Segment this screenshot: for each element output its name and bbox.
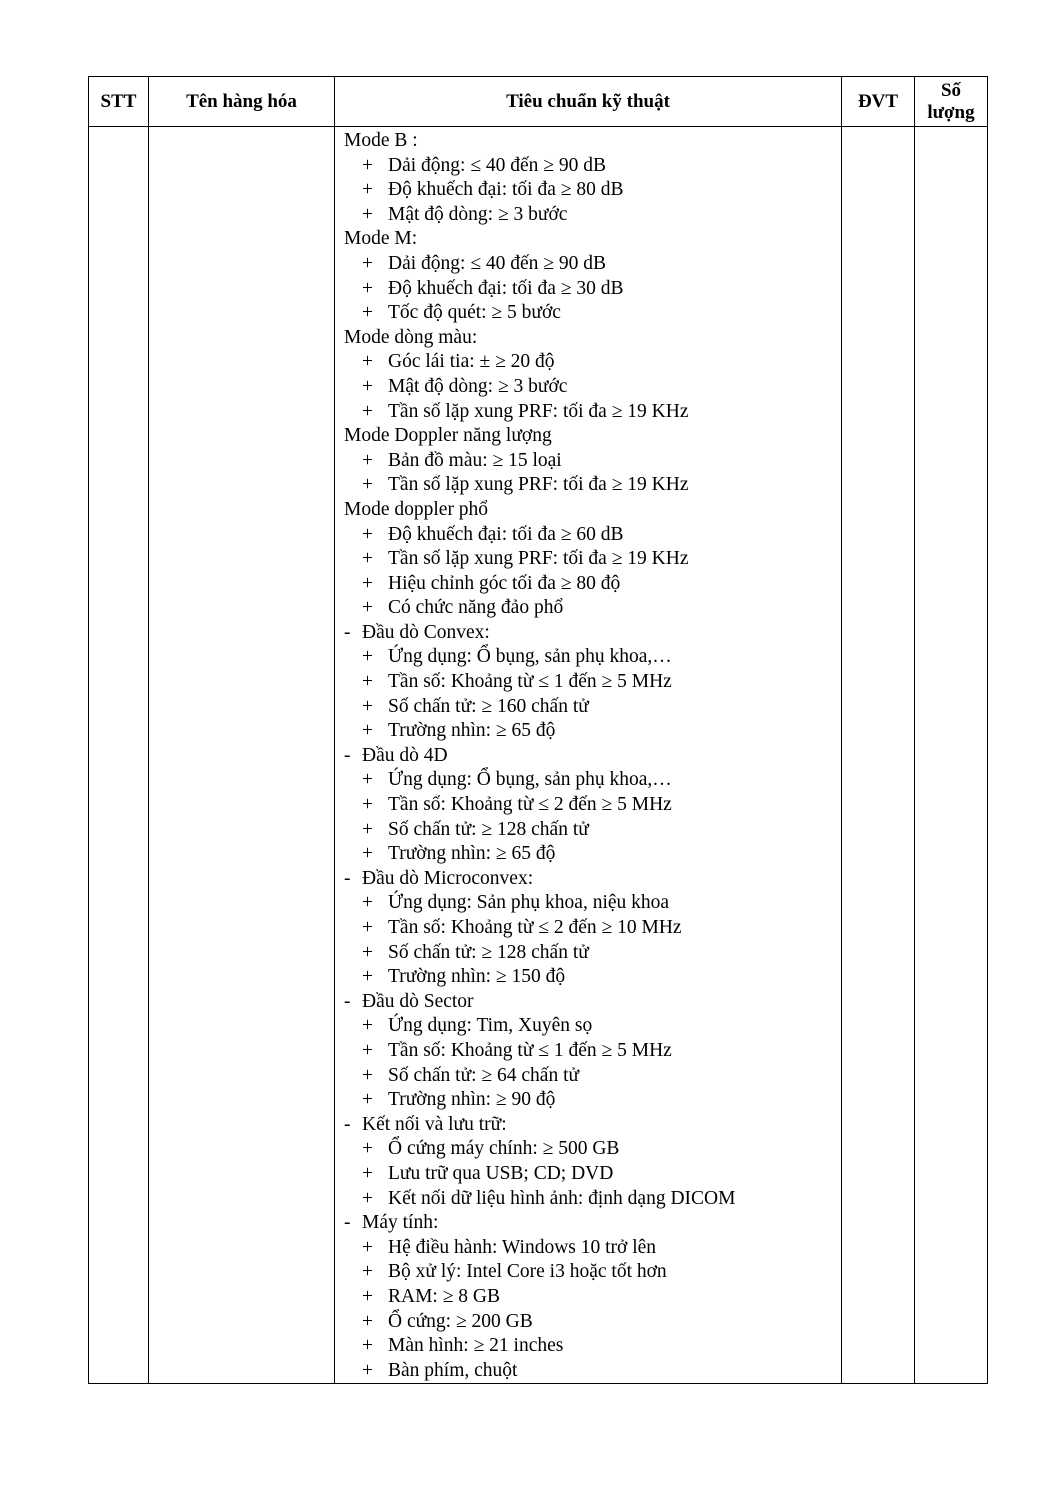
cell-stt [89,127,149,1384]
plus-bullet: + [362,917,373,938]
spec-line-text: Số chấn tử: ≥ 64 chấn tử [388,1064,580,1086]
plus-bullet: + [362,671,373,693]
spec-line-text: Mode dòng màu: [344,326,478,348]
spec-line [344,990,841,1015]
spec-line-text: Mode B : [344,130,418,151]
spec-line-text: Hiệu chỉnh góc tối đa ≥ 80 độ [388,572,621,594]
plus-bullet: + [362,1138,373,1160]
spec-line [344,793,841,818]
spec-line [344,1162,841,1187]
spec-line [344,1137,841,1162]
plus-bullet: + [362,597,373,619]
spec-line-text: Tần số lặp xung PRF: tối đa ≥ 19 KHz [388,400,689,422]
plus-bullet: + [362,769,373,791]
spec-line [344,645,841,670]
spec-line [344,252,841,277]
spec-line-text: Máy tính: [362,1212,439,1234]
spec-line [344,498,841,523]
spec-line [344,178,841,203]
header-row [89,77,988,127]
plus-bullet: + [362,1310,373,1332]
spec-line-text: Đầu dò 4D [362,744,448,766]
spec-line-text: Dải động: ≤ 40 đến ≥ 90 dB [388,252,607,274]
spec-line [344,842,841,867]
cell-unit [842,127,915,1384]
dash-bullet: - [344,1212,351,1234]
plus-bullet: + [362,203,373,225]
spec-line-text: Đầu dò Convex: [362,621,490,643]
plus-bullet: + [362,818,373,840]
plus-bullet: + [362,720,373,742]
spec-line [344,621,841,646]
spec-line-text: Bàn phím, chuột [388,1359,518,1381]
spec-line-text: Kết nối và lưu trữ: [362,1113,507,1135]
spec-line-text: Trường nhìn: ≥ 65 độ [388,843,556,865]
spec-line-text: Mode doppler phổ [344,498,489,520]
plus-bullet: + [362,523,373,545]
plus-bullet: + [362,966,373,988]
spec-line-text: RAM: ≥ 8 GB [388,1285,501,1307]
plus-bullet: + [362,474,373,496]
plus-bullet: + [362,941,373,963]
spec-line [344,129,841,154]
spec-line [344,523,841,548]
plus-bullet: + [362,277,373,299]
spec-line-text: Tần số: Khoảng từ ≤ 2 đến ≥ 10 MHz [388,917,682,938]
spec-line [344,473,841,498]
cell-quantity [915,127,988,1384]
spec-line [344,670,841,695]
spec-line [344,1113,841,1138]
spec-line-text: Màn hình: ≥ 21 inches [388,1335,564,1357]
spec-line-text: Tần số lặp xung PRF: tối đa ≥ 19 KHz [388,548,689,570]
spec-line-text: Tần số: Khoảng từ ≤ 1 đến ≥ 5 MHz [388,671,672,693]
plus-bullet: + [362,1359,373,1381]
dash-bullet: - [344,1113,351,1135]
plus-bullet: + [362,1285,373,1307]
header-unit: ĐVT [842,77,915,127]
plus-bullet: + [362,1162,373,1184]
spec-line [344,916,841,941]
spec-line-text: Tần số: Khoảng từ ≤ 2 đến ≥ 5 MHz [388,794,672,816]
spec-line-text: Dải động: ≤ 40 đến ≥ 90 dB [388,154,607,176]
dash-bullet: - [344,744,351,766]
header-quantity: Số lượng [915,77,988,127]
spec-line [344,1064,841,1089]
plus-bullet: + [362,892,373,914]
plus-bullet: + [362,252,373,274]
spec-line [344,350,841,375]
spec-line-text: Trường nhìn: ≥ 65 độ [388,720,556,742]
spec-line-text: Ứng dụng: Sản phụ khoa, niệu khoa [388,892,670,914]
plus-bullet: + [362,1187,373,1209]
spec-line [344,572,841,597]
spec-line-text: Số chấn tử: ≥ 128 chấn tử [388,818,589,840]
plus-bullet: + [362,375,373,397]
spec-line [344,719,841,744]
spec-line [344,695,841,720]
spec-line [344,375,841,400]
plus-bullet: + [362,154,373,176]
table-row [89,127,988,1384]
spec-line [344,1236,841,1261]
plus-bullet: + [362,1064,373,1086]
header-technical-spec: Tiêu chuẩn kỹ thuật [335,77,842,127]
spec-line [344,400,841,425]
spec-list [335,127,841,1383]
spec-line-text: Ổ cứng máy chính: ≥ 500 GB [388,1138,620,1160]
spec-line-text: Ổ cứng: ≥ 200 GB [388,1310,533,1332]
spec-line [344,1285,841,1310]
plus-bullet: + [362,695,373,717]
spec-line-text: Tần số lặp xung PRF: tối đa ≥ 19 KHz [388,474,689,496]
spec-line [344,547,841,572]
spec-line [344,1211,841,1236]
spec-line [344,1260,841,1285]
spec-line [344,1014,841,1039]
spec-line [344,1310,841,1335]
spec-line-text: Độ khuếch đại: tối đa ≥ 30 dB [388,277,624,299]
spec-line-text: Độ khuếch đại: tối đa ≥ 60 dB [388,523,624,545]
dash-bullet: - [344,621,351,643]
spec-line-text: Mode Doppler năng lượng [344,425,552,447]
spec-line [344,596,841,621]
spec-line-text: Số chấn tử: ≥ 160 chấn tử [388,695,589,717]
spec-line [344,1039,841,1064]
spec-line-text: Góc lái tia: ± ≥ 20 độ [388,351,555,373]
spec-line-text: Tốc độ quét: ≥ 5 bước [388,302,561,324]
spec-line-text: Hệ điều hành: Windows 10 trở lên [388,1236,657,1258]
spec-line [344,768,841,793]
spec-line [344,867,841,892]
plus-bullet: + [362,1335,373,1357]
spec-line [344,818,841,843]
spec-line-text: Mode M: [344,228,418,250]
spec-line [344,227,841,252]
plus-bullet: + [362,449,373,471]
spec-line-text: Tần số: Khoảng từ ≤ 1 đến ≥ 5 MHz [388,1039,672,1061]
plus-bullet: + [362,1089,373,1111]
spec-line [344,744,841,769]
spec-line [344,301,841,326]
plus-bullet: + [362,794,373,816]
spec-line-text: Kết nối dữ liệu hình ảnh: định dạng DICOM [388,1187,736,1209]
spec-line-text: Độ khuếch đại: tối đa ≥ 80 dB [388,179,624,201]
spec-line-text: Trường nhìn: ≥ 90 độ [388,1089,556,1111]
header-stt: STT [89,77,149,127]
spec-line [344,965,841,990]
spec-line-text: Ứng dụng: Tim, Xuyên sọ [388,1015,593,1037]
spec-line [344,1187,841,1212]
spec-line [344,941,841,966]
spec-line [344,449,841,474]
plus-bullet: + [362,302,373,324]
spec-table [88,76,988,1384]
plus-bullet: + [362,843,373,865]
spec-line-text: Bản đồ màu: ≥ 15 loại [388,449,562,471]
spec-line [344,1088,841,1113]
spec-line-text: Có chức năng đảo phổ [388,597,564,619]
plus-bullet: + [362,548,373,570]
spec-line-text: Lưu trữ qua USB; CD; DVD [388,1162,614,1184]
plus-bullet: + [362,400,373,422]
header-item-name: Tên hàng hóa [149,77,335,127]
plus-bullet: + [362,351,373,373]
spec-line [344,424,841,449]
cell-item-name [149,127,335,1384]
spec-line-text: Ứng dụng: Ổ bụng, sản phụ khoa,… [388,646,672,668]
spec-line-text: Ứng dụng: Ổ bụng, sản phụ khoa,… [388,769,672,791]
spec-line [344,154,841,179]
dash-bullet: - [344,867,351,889]
spec-line-text: Trường nhìn: ≥ 150 độ [388,966,566,988]
plus-bullet: + [362,1236,373,1258]
spec-line [344,1334,841,1359]
plus-bullet: + [362,1015,373,1037]
spec-line-text: Mật độ dòng: ≥ 3 bước [388,203,568,225]
spec-line-text: Bộ xử lý: Intel Core i3 hoặc tốt hơn [388,1261,667,1283]
spec-line [344,326,841,351]
plus-bullet: + [362,1261,373,1283]
spec-line-text: Số chấn tử: ≥ 128 chấn tử [388,941,589,963]
spec-line-text: Mật độ dòng: ≥ 3 bước [388,375,568,397]
spec-line-text: Đầu dò Sector [362,990,474,1012]
spec-line-text: Đầu dò Microconvex: [362,867,534,889]
dash-bullet: - [344,990,351,1012]
spec-line [344,277,841,302]
plus-bullet: + [362,179,373,201]
spec-line [344,203,841,228]
plus-bullet: + [362,1039,373,1061]
plus-bullet: + [362,646,373,668]
spec-line [344,891,841,916]
spec-line [344,1359,841,1384]
cell-technical-spec [335,127,842,1384]
plus-bullet: + [362,572,373,594]
